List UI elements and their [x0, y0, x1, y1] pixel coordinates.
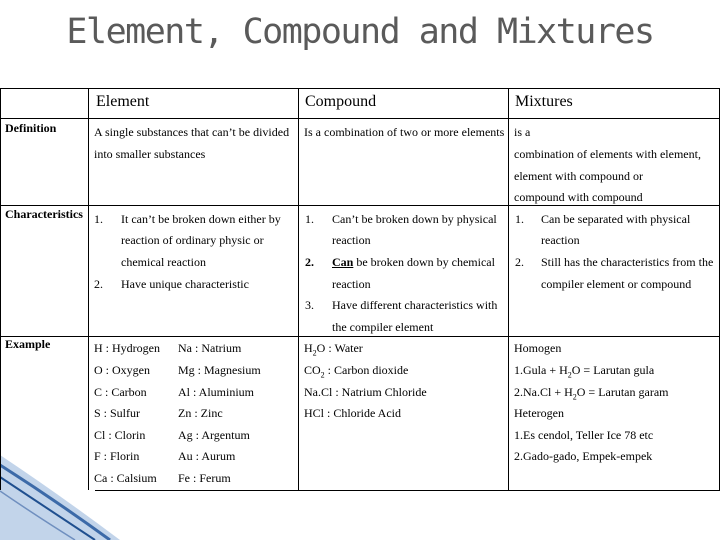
example-compound: HCl : Chloride Acid [304, 406, 401, 420]
char-mixtures-line: reaction [541, 233, 580, 247]
header-mixtures: Mixtures [515, 93, 573, 110]
char-compound-lead-word: Can [332, 255, 354, 269]
example-mixture: 2.Gado-gado, Empek-empek [514, 449, 653, 463]
formula-subscript: 2 [572, 392, 577, 402]
table-col-divider [298, 88, 299, 490]
example-element-symbol: Mg : Magnesium [178, 363, 261, 377]
char-mixtures-number: 1. [515, 212, 524, 226]
formula-post: O = Larutan gula [571, 363, 655, 377]
example-compound [304, 341, 363, 358]
formula-post: O = Larutan garam [576, 385, 669, 399]
row-label-characteristics: Characteristics [5, 207, 83, 221]
row-label-definition: Definition [5, 121, 57, 135]
table-bottom-border [95, 490, 720, 491]
char-compound-line: reaction [332, 233, 371, 247]
example-mixture: 1.Es cendol, Teller Ice 78 etc [514, 428, 654, 442]
table-row-divider [0, 336, 720, 337]
char-compound-line: the compiler element [332, 320, 434, 334]
char-mixtures-line: Still has the characteristics from the [541, 255, 714, 269]
char-compound-number: 2. [305, 255, 314, 269]
formula-subscript: 2 [320, 370, 325, 380]
char-compound-number: 1. [305, 212, 314, 226]
char-element-line: It can’t be broken down either by [121, 212, 281, 226]
char-mixtures-line: compiler element or compound [541, 277, 692, 291]
example-element-symbol: Al : Aluminium [178, 385, 255, 399]
example-element-symbol: Zn : Zinc [178, 406, 223, 420]
char-compound-number: 3. [305, 298, 314, 312]
definition-mixtures-line: compound with compound [514, 190, 643, 204]
char-element-line: chemical reaction [121, 255, 206, 269]
char-element-number: 2. [94, 277, 103, 291]
table-left-border [0, 88, 1, 490]
example-element-symbol: Na : Natrium [178, 341, 242, 355]
example-element-symbol: O : Oxygen [94, 363, 150, 377]
example-element-symbol: Au : Aurum [178, 449, 236, 463]
example-element-symbol: Ag : Argentum [178, 428, 250, 442]
definition-mixtures-line: combination of elements with element, [514, 147, 701, 161]
table-top-border [0, 88, 720, 89]
example-element-symbol: F : Florin [94, 449, 140, 463]
example-element-symbol: C : Carbon [94, 385, 147, 399]
formula-pre: 2.Na.Cl + H [514, 385, 573, 399]
char-mixtures-line: Can be separated with physical [541, 212, 691, 226]
char-compound-line: reaction [332, 277, 371, 291]
char-mixtures-number: 2. [515, 255, 524, 269]
table-col-divider [88, 88, 89, 490]
example-element-symbol: S : Sulfur [94, 406, 141, 420]
char-element-line: Have unique characteristic [121, 277, 249, 291]
formula-pre: H [304, 341, 313, 355]
char-compound-line-rest: be broken down by chemical [353, 255, 495, 269]
example-compound [304, 363, 409, 380]
row-label-example: Example [5, 337, 51, 351]
example-element-symbol: Cl : Clorin [94, 428, 146, 442]
definition-mixtures-line: is a [514, 125, 531, 139]
example-element-symbol: Fe : Ferum [178, 471, 231, 485]
char-compound-line: Can’t be broken down by physical [332, 212, 497, 226]
example-element-symbol: Ca : Calsium [94, 471, 157, 485]
example-mixture: Homogen [514, 341, 562, 355]
char-compound-line [332, 255, 495, 269]
header-element: Element [96, 93, 150, 110]
page-title: Element, Compound and Mixtures [66, 12, 654, 52]
example-mixture: Heterogen [514, 406, 564, 420]
header-compound: Compound [305, 93, 377, 110]
definition-element-line: into smaller substances [94, 147, 206, 161]
slide-corner-decoration [0, 455, 120, 540]
definition-element-line: A single substances that can’t be divided [94, 125, 290, 139]
formula-subscript: 2 [312, 348, 317, 358]
formula-pre: 1.Gula + H [514, 363, 568, 377]
definition-mixtures-line: element with compound or [514, 169, 643, 183]
char-compound-line: Have different characteristics with [332, 298, 498, 312]
definition-compound-line: Is a combination of two or more elements [304, 125, 505, 139]
formula-post: : Carbon dioxide [324, 363, 409, 377]
table-header-divider [0, 118, 720, 119]
example-element-symbol: H : Hydrogen [94, 341, 160, 355]
char-element-line: reaction of ordinary physic or [121, 233, 264, 247]
table-col-divider [508, 88, 509, 490]
example-mixture [514, 363, 655, 380]
example-compound: Na.Cl : Natrium Chloride [304, 385, 427, 399]
formula-pre: CO [304, 363, 321, 377]
example-mixture [514, 385, 669, 402]
formula-subscript: 2 [567, 370, 572, 380]
formula-post: O : Water [316, 341, 363, 355]
table-row-divider [0, 205, 720, 206]
char-element-number: 1. [94, 212, 103, 226]
